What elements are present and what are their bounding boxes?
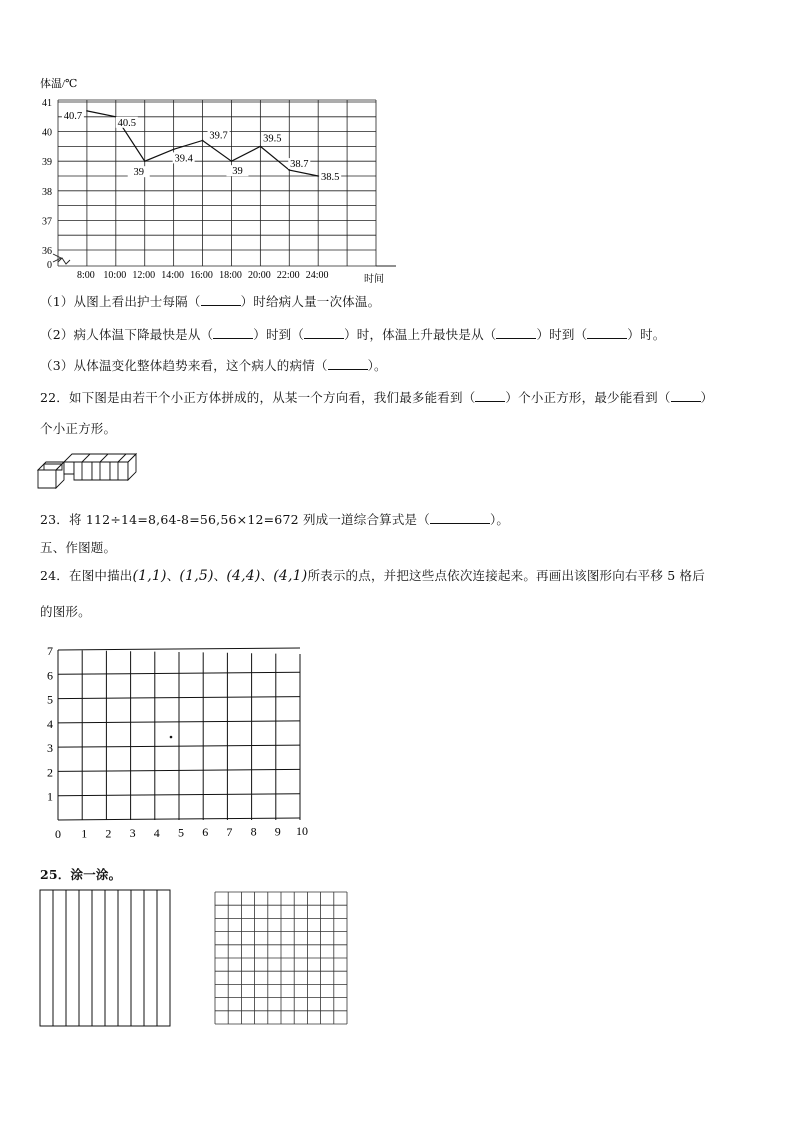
y-tick-label: 38 [42, 186, 52, 198]
separator: 、 [213, 568, 227, 583]
data-label [116, 117, 138, 129]
grid-x-label: 8 [250, 824, 257, 839]
chart-x-axis-label: 时间 [364, 274, 384, 285]
data-label [319, 171, 341, 183]
x-tick-label: 12:00 [132, 270, 156, 281]
answer-blank[interactable] [201, 295, 241, 306]
q22-line1 [40, 388, 713, 406]
q25-title [40, 865, 121, 883]
x-tick-label: 20:00 [247, 270, 271, 281]
y-tick-label: 0 [47, 260, 52, 271]
answer-blank[interactable] [304, 328, 344, 339]
data-label [173, 152, 195, 164]
q23-end: ）。 [489, 512, 510, 527]
svg-text:40.5: 40.5 [117, 117, 137, 129]
grid-x-label: 0 [55, 827, 61, 841]
answer-blank[interactable] [328, 359, 368, 370]
q21-part3-text: （3）从体温变化整体趋势来看，这个病人的病情（ [40, 358, 328, 373]
data-label [226, 165, 248, 177]
data-point [173, 149, 175, 151]
separator: 、 [260, 568, 274, 583]
q21-part2 [40, 325, 665, 343]
grid-y-label: 1 [47, 789, 53, 804]
point-1: (1,1) [132, 568, 167, 584]
section-five-text: 五、作图题。 [40, 540, 117, 555]
data-point [260, 146, 262, 148]
q21-part2-e: ）时。 [627, 327, 666, 342]
data-label [288, 158, 310, 170]
grid-x-label: 2 [105, 826, 112, 841]
chart-x-tick-labels [77, 270, 329, 281]
q22-line2 [40, 419, 116, 437]
point-3: (4,4) [226, 568, 261, 584]
grid-y-label: 7 [47, 644, 53, 658]
data-label [208, 129, 230, 141]
grid-y-label: 3 [47, 741, 53, 756]
section-five-title [40, 538, 116, 556]
grid-y-label: 2 [47, 765, 53, 780]
svg-text:39.5: 39.5 [263, 133, 282, 145]
grid-x-label: 10 [296, 824, 308, 838]
x-tick-label: 22:00 [276, 270, 300, 281]
y-tick-label: 39 [42, 157, 52, 169]
x-tick-label: 18:00 [219, 270, 242, 281]
chart-y-axis-label: 体温/℃ [40, 78, 78, 90]
x-tick-label: 24:00 [305, 270, 329, 281]
cubes-figure [36, 450, 144, 492]
grid-x-label: 3 [129, 826, 136, 841]
q22-text-d: 个小正方形。 [40, 421, 117, 436]
q21-part3-end: ）。 [367, 358, 387, 373]
chart-grid [58, 100, 376, 266]
q21-part3 [40, 356, 387, 374]
svg-text:40.7: 40.7 [63, 110, 83, 122]
grid-x-label: 7 [226, 824, 233, 839]
separator: 、 [166, 568, 180, 583]
svg-text:39.7: 39.7 [209, 130, 228, 142]
svg-text:39: 39 [133, 167, 144, 179]
answer-blank[interactable] [213, 328, 253, 339]
grid-y-label: 4 [47, 716, 53, 731]
q24-text-a: 24．在图中描出 [40, 568, 133, 583]
x-tick-label: 16:00 [190, 270, 213, 281]
answer-blank[interactable] [430, 513, 490, 524]
answer-blank[interactable] [587, 328, 627, 339]
q22-text-b: ）个小正方形，最少能看到（ [505, 390, 671, 405]
q22-text-a: 22．如下图是由若干个小正方体拼成的，从某一个方向看，我们最多能看到（ [40, 390, 476, 405]
hundred-square-grid[interactable] [214, 891, 348, 1025]
grid-y-label: 6 [47, 668, 53, 683]
data-point [317, 175, 319, 177]
q21-part2-b: ）时到（ [253, 327, 305, 342]
grid-h-line [58, 648, 300, 650]
svg-text:39: 39 [232, 166, 243, 178]
point-4: (4,1) [273, 568, 308, 584]
data-label [62, 110, 84, 122]
x-tick-label: 14:00 [161, 270, 185, 281]
data-point [144, 160, 146, 162]
x-tick-label: 10:00 [103, 270, 127, 281]
data-point [202, 140, 204, 142]
q21-part2-c: ）时，体温上升最快是从（ [344, 327, 497, 342]
grid-x-label: 6 [202, 825, 209, 840]
grid-x-label: 4 [153, 825, 160, 840]
q21-part1-end: ）时给病人量一次体温。 [240, 294, 381, 309]
q21-part2-d: ）时到（ [536, 327, 588, 342]
strip-rectangle[interactable] [38, 888, 174, 1028]
chart-y-tick-labels [42, 98, 52, 271]
coordinate-grid[interactable] [40, 642, 315, 842]
data-point [86, 110, 88, 112]
temperature-line-chart [30, 72, 410, 287]
grid-y-label: 5 [47, 692, 53, 707]
chart-axes [53, 254, 396, 266]
data-label [128, 166, 150, 178]
y-tick-label: 40 [42, 127, 52, 139]
answer-blank[interactable] [496, 328, 536, 339]
q21-part1 [40, 292, 380, 310]
answer-blank[interactable] [475, 391, 505, 402]
svg-text:38.5: 38.5 [320, 172, 340, 183]
q24-text-b: 所表示的点，并把这些点依次连接起来。再画出该图形向右平移 5 格后 [307, 568, 705, 583]
q21-part1-text: （1）从图上看出护士每隔（ [40, 294, 201, 309]
data-label [261, 132, 283, 144]
q24-text-c: 的图形。 [40, 604, 91, 619]
x-tick-label: 8:00 [77, 270, 95, 281]
grid-x-label: 5 [178, 825, 184, 840]
svg-text:39.4: 39.4 [174, 153, 193, 165]
stray-dot [170, 736, 172, 738]
svg-text:38.7: 38.7 [290, 159, 309, 171]
point-2: (1,5) [179, 568, 214, 584]
q25-text: 25．涂一涂。 [40, 867, 122, 882]
y-tick-label: 36 [42, 246, 52, 257]
y-tick-label: 41 [42, 98, 52, 109]
answer-blank[interactable] [671, 391, 701, 402]
q23-line [40, 510, 509, 528]
q24-line1 [40, 566, 705, 584]
y-tick-label: 37 [42, 216, 52, 228]
q24-line2 [40, 602, 91, 620]
grid-x-label: 1 [81, 826, 88, 841]
q23-text: 23．将 112÷14=8,64-8=56,56×12=672 列成一道综合算式是（ [40, 512, 430, 527]
q22-text-c: ） [700, 390, 714, 405]
data-point [231, 160, 233, 162]
grid-x-label: 9 [274, 824, 281, 839]
q21-part2-a: （2）病人体温下降最快是从（ [40, 327, 214, 342]
